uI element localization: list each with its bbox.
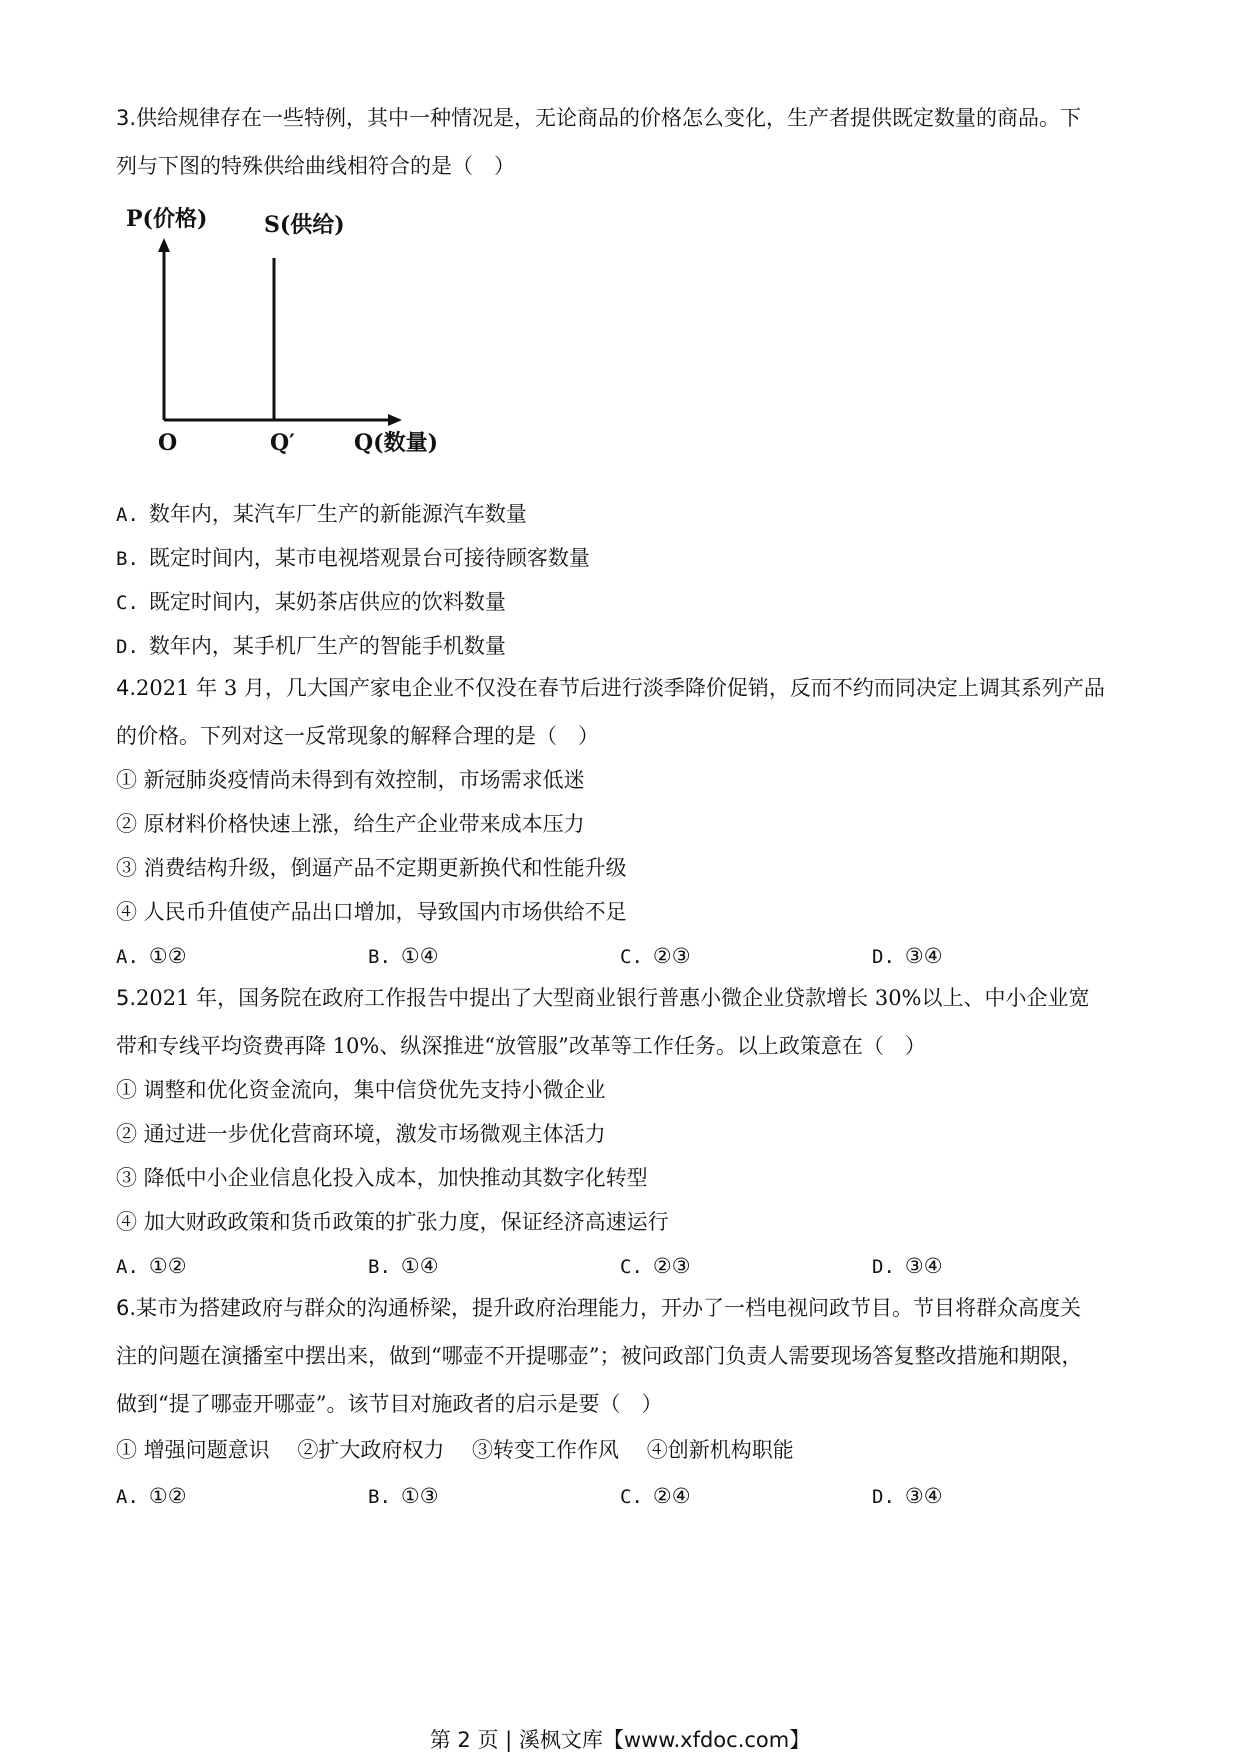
option-label: D. bbox=[872, 946, 895, 968]
q3-option-c bbox=[116, 588, 506, 617]
q5-option-b bbox=[368, 1252, 439, 1281]
supply-curve-label: S(供给) bbox=[264, 212, 345, 238]
qprime-label: Q′ bbox=[270, 430, 295, 456]
price-axis-label: P(价格) bbox=[126, 206, 208, 232]
q6-stem-line-2: 注的问题在演播室中摆出来，做到“哪壶不开提哪壶”；被问政部门负责人需要现场答复整改措施和期限， bbox=[116, 1344, 1083, 1368]
option-label: A. bbox=[116, 1256, 139, 1278]
option-text: 既定时间内，某奶茶店供应的饮料数量 bbox=[148, 590, 506, 614]
option-label: C. bbox=[116, 592, 139, 614]
q4-number: 4. bbox=[116, 676, 137, 700]
q4-option-a bbox=[116, 942, 187, 971]
option-label: C. bbox=[620, 946, 643, 968]
q4-statement-4: ④ 人民币升值使产品出口增加，导致国内市场供给不足 bbox=[116, 900, 627, 924]
q3-option-d bbox=[116, 632, 506, 661]
option-label: C. bbox=[620, 1486, 643, 1508]
q5-option-c bbox=[620, 1252, 691, 1281]
option-text: ②③ bbox=[652, 1254, 691, 1278]
q6-stem-line-3: 做到“提了哪壶开哪壶”。该节目对施政者的启示是要（ ） bbox=[116, 1392, 663, 1416]
option-text: ③④ bbox=[904, 1254, 943, 1278]
quantity-axis-label: Q(数量) bbox=[354, 430, 438, 456]
q6-statements: ① 增强问题意识 ②扩大政府权力 ③转变工作作风 ④创新机构职能 bbox=[116, 1438, 794, 1462]
q3-stem-line-2: 列与下图的特殊供给曲线相符合的是（ ） bbox=[116, 154, 515, 178]
q5-number: 5. bbox=[116, 986, 137, 1010]
supply-curve-svg bbox=[110, 198, 470, 468]
option-label: C. bbox=[620, 1256, 643, 1278]
option-label: B. bbox=[368, 1486, 391, 1508]
option-label: A. bbox=[116, 1486, 139, 1508]
option-label: D. bbox=[872, 1256, 895, 1278]
supply-curve-figure bbox=[110, 198, 470, 468]
q4-statement-3: ③ 消费结构升级，倒逼产品不定期更新换代和性能升级 bbox=[116, 856, 627, 880]
q6-option-a bbox=[116, 1482, 187, 1511]
option-text: ③④ bbox=[904, 1484, 943, 1508]
q3-stem-text-1: 供给规律存在一些特例，其中一种情况是，无论商品的价格怎么变化，生产者提供既定数量的商品。下 bbox=[136, 106, 1082, 130]
q5-stem-text-1: 2021 年，国务院在政府工作报告中提出了大型商业银行普惠小微企业贷款增长 30%以上、中小企业宽 bbox=[136, 986, 1090, 1010]
option-text: ①② bbox=[148, 1254, 187, 1278]
option-text: ②④ bbox=[652, 1484, 691, 1508]
q4-stem-text-1: 2021 年 3 月，几大国产家电企业不仅没在春节后进行淡季降价促销，反而不约而同决定上调其系列产品 bbox=[136, 676, 1105, 700]
q3-option-b bbox=[116, 544, 590, 573]
q6-stem-text-1: 某市为搭建政府与群众的沟通桥梁，提升政府治理能力，开办了一档电视问政节目。节目将群众高度关 bbox=[136, 1296, 1082, 1320]
q5-stem-line-2: 带和专线平均资费再降 10%、纵深推进“放管服”改革等工作任务。以上政策意在（ ） bbox=[116, 1034, 926, 1058]
q4-statement-2: ② 原材料价格快速上涨，给生产企业带来成本压力 bbox=[116, 812, 585, 836]
option-text: ①④ bbox=[400, 944, 439, 968]
option-label: B. bbox=[368, 946, 391, 968]
q3-stem-line-1 bbox=[116, 104, 1081, 132]
option-label: A. bbox=[116, 946, 139, 968]
q5-statement-1: ① 调整和优化资金流向，集中信贷优先支持小微企业 bbox=[116, 1078, 606, 1102]
option-text: 数年内，某汽车厂生产的新能源汽车数量 bbox=[148, 502, 527, 526]
price-axis-arrow bbox=[158, 238, 170, 252]
q3-option-a bbox=[116, 500, 527, 529]
origin-label: O bbox=[158, 430, 178, 456]
q6-option-d bbox=[872, 1482, 943, 1511]
option-text: ③④ bbox=[904, 944, 943, 968]
option-label: A. bbox=[116, 504, 139, 526]
q4-option-c bbox=[620, 942, 691, 971]
q4-statement-1: ① 新冠肺炎疫情尚未得到有效控制，市场需求低迷 bbox=[116, 768, 585, 792]
option-text: 既定时间内，某市电视塔观景台可接待顾客数量 bbox=[148, 546, 590, 570]
option-label: B. bbox=[116, 548, 139, 570]
q5-statement-3: ③ 降低中小企业信息化投入成本，加快推动其数字化转型 bbox=[116, 1166, 648, 1190]
option-label: B. bbox=[368, 1256, 391, 1278]
q5-statement-4: ④ 加大财政政策和货币政策的扩张力度，保证经济高速运行 bbox=[116, 1210, 669, 1234]
option-text: ①② bbox=[148, 1484, 187, 1508]
q4-stem-line-1 bbox=[116, 674, 1105, 702]
q4-option-b bbox=[368, 942, 439, 971]
q5-option-a bbox=[116, 1252, 187, 1281]
page-footer: 第 2 页 | 溪枫文库【www.xfdoc.com】 bbox=[429, 1728, 811, 1752]
q4-stem-line-2: 的价格。下列对这一反常现象的解释合理的是（ ） bbox=[116, 724, 599, 748]
q5-option-d bbox=[872, 1252, 943, 1281]
option-text: 数年内，某手机厂生产的智能手机数量 bbox=[148, 634, 506, 658]
option-text: ①② bbox=[148, 944, 187, 968]
option-text: ②③ bbox=[652, 944, 691, 968]
q6-number: 6. bbox=[116, 1296, 137, 1320]
q6-option-c bbox=[620, 1482, 691, 1511]
q4-option-d bbox=[872, 942, 943, 971]
q6-stem-line-1 bbox=[116, 1294, 1081, 1322]
option-text: ①④ bbox=[400, 1254, 439, 1278]
option-label: D. bbox=[872, 1486, 895, 1508]
quantity-axis-arrow bbox=[388, 414, 402, 426]
q3-number: 3. bbox=[116, 106, 137, 130]
q5-stem-line-1 bbox=[116, 984, 1090, 1012]
option-text: ①③ bbox=[400, 1484, 439, 1508]
q5-statement-2: ② 通过进一步优化营商环境，激发市场微观主体活力 bbox=[116, 1122, 606, 1146]
q6-option-b bbox=[368, 1482, 439, 1511]
option-label: D. bbox=[116, 636, 139, 658]
